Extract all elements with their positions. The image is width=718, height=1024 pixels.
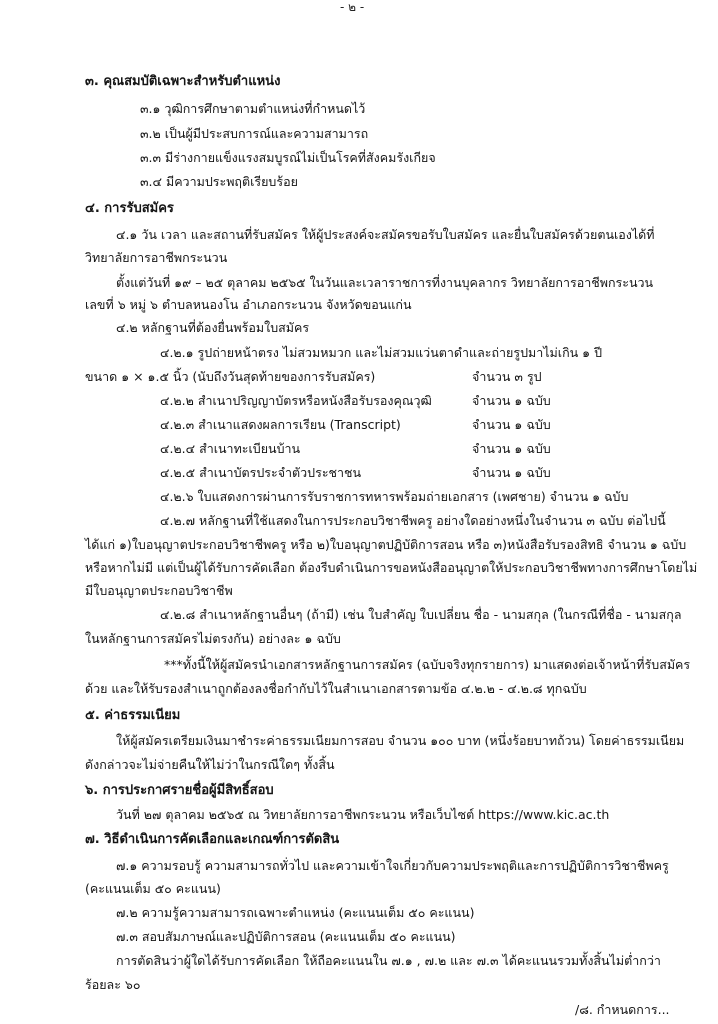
s5-line-1: ให้ผู้สมัครเตรียมเงินมาชำระค่าธรรมเนียมการสอบ จำนวน ๑๐๐ บาท (หนึ่งร้อยบาทถ้วน) โดยค่าธรรมเนียม xyxy=(116,733,685,748)
doc-row-label: ๔.๒.๔ สำเนาทะเบียนบ้าน xyxy=(160,441,301,456)
s7-1-line-1: ๗.๑ ความรอบรู้ ความสามารถทั่วไป และความเข้าใจเกี่ยวกับความประพฤติและการปฏิบัติการวิชาชีพครู xyxy=(116,858,669,873)
doc-row-qty: จำนวน ๑ ฉบับ xyxy=(472,441,551,456)
s4-2-1-line-1: ๔.๒.๑ รูปถ่ายหน้าตรง ไม่สวมหมวก และไม่สวมแว่นตาดำและถ่ายรูปมาไม่เกิน ๑ ปี xyxy=(160,345,602,360)
s4-1-line-2: วิทยาลัยการอาชีพกระนวน xyxy=(85,250,228,265)
s5-line-2: ดังกล่าวจะไม่จ่ายคืนให้ไม่ว่าในกรณีใดๆ ทั้งสิ้น xyxy=(85,757,335,772)
s7-3: ๗.๓ สอบสัมภาษณ์และปฏิบัติการสอน (คะแนนเต็ม ๕๐ คะแนน) xyxy=(116,929,456,944)
s4-2-8-line-2: ในหลักฐานการสมัครไม่ตรงกัน) อย่างละ ๑ ฉบับ xyxy=(85,631,341,646)
doc-row-qty: จำนวน ๑ ฉบับ xyxy=(472,393,551,408)
section-5-heading: ๕. ค่าธรรมเนียม xyxy=(85,708,181,723)
s3-item-4: ๓.๔ มีความประพฤติเรียบร้อย xyxy=(140,174,298,189)
section-3-heading: ๓. คุณสมบัติเฉพาะสำหรับตำแหน่ง xyxy=(85,74,281,89)
doc-row-label: ๔.๒.๒ สำเนาปริญญาบัตรหรือหนังสือรับรองคุณวุฒิ xyxy=(160,393,432,408)
s4-note-line-2: ด้วย และให้รับรองสำเนาถูกต้องลงชื่อกำกับไว้ในสำเนาเอกสารตามข้อ ๔.๒.๒ - ๔.๒.๘ ทุกฉบับ xyxy=(85,681,587,696)
doc-row-label: ๔.๒.๕ สำเนาบัตรประจำตัวประชาชน xyxy=(160,465,362,480)
s4-1-line-1: ๔.๑ วัน เวลา และสถานที่รับสมัคร ให้ผู้ประสงค์จะสมัครขอรับใบสมัคร และยื่นใบสมัครด้วยตนเองได้ที่ xyxy=(116,227,655,242)
s3-item-3: ๓.๓ มีร่างกายแข็งแรงสมบูรณ์ไม่เป็นโรคที่สังคมรังเกียจ xyxy=(140,150,436,165)
s4-2-8-line-1: ๔.๒.๘ สำเนาหลักฐานอื่นๆ (ถ้ามี) เช่น ใบสำคัญ ใบเปลี่ยน ชื่อ - นามสกุล (ในกรณีที่ชื่อ - นามสกุล xyxy=(160,607,682,622)
s4-period-line-1: ตั้งแต่วันที่ ๑๙ – ๒๕ ตุลาคม ๒๕๖๕ ในวันและเวลาราชการที่งานบุคลากร วิทยาลัยการอาชีพกระนวน xyxy=(116,275,654,290)
s4-2-7-line-3: หรือหากไม่มี แต่เป็นผู้ได้รับการคัดเลือก ต้องรีบดำเนินการขอหนังสืออนุญาตให้ประกอบวิชาชีพทางการศึกษาโดยไม่ xyxy=(85,560,698,575)
doc-row-label: ๔.๒.๓ สำเนาแสดงผลการเรียน (Transcript) xyxy=(160,417,401,432)
section-6-heading: ๖. การประกาศรายชื่อผู้มีสิทธิ์สอบ xyxy=(85,783,274,798)
s6-line: วันที่ ๒๗ ตุลาคม ๒๕๖๕ ณ วิทยาลัยการอาชีพกระนวน หรือเว็บไซต์ https://www.kic.ac.th xyxy=(116,807,610,822)
section-7-heading: ๗. วิธีดำเนินการคัดเลือกและเกณฑ์การตัดสิน xyxy=(85,832,340,847)
s4-2-1-qty: จำนวน ๓ รูป xyxy=(472,369,542,384)
s4-note-line-1: ***ทั้งนี้ให้ผู้สมัครนำเอกสารหลักฐานการสมัคร (ฉบับจริงทุกรายการ) มาแสดงต่อเจ้าหน้าที่รับสมัคร xyxy=(164,657,691,672)
s4-2-6-military: ๔.๒.๖ ใบแสดงการผ่านการรับราชการทหารพร้อมถ่ายเอกสาร (เพศชาย) จำนวน ๑ ฉบับ xyxy=(160,489,629,504)
doc-row-qty: จำนวน ๑ ฉบับ xyxy=(472,417,551,432)
s4-period-line-2: เลขที่ ๖ หมู่ ๖ ตำบลหนองโน อำเภอกระนวน จังหวัดขอนแก่น xyxy=(85,297,412,312)
continuation-note: /๘. กำหนดการ... xyxy=(575,1002,670,1017)
s7-decision-line-2: ร้อยละ ๖๐ xyxy=(85,977,141,992)
s7-decision-line-1: การตัดสินว่าผู้ใดได้รับการคัดเลือก ให้ถือคะแนนใน ๗.๑ , ๗.๒ และ ๗.๓ ได้คะแนนรวมทั้งสิ้นไม่ต่ำกว่า xyxy=(116,953,661,968)
page-number: - ๒ - xyxy=(340,0,365,14)
doc-row-qty: จำนวน ๑ ฉบับ xyxy=(472,465,551,480)
s4-2-7-line-2: ได้แก่ ๑)ใบอนุญาตประกอบวิชาชีพครู หรือ ๒)ใบอนุญาตปฏิบัติการสอน หรือ ๓)หนังสือรับรองสิทธิ จำนวน ๑ ฉบับ xyxy=(85,537,687,552)
s3-item-1: ๓.๑ วุฒิการศึกษาตามตำแหน่งที่กำหนดไว้ xyxy=(140,101,366,116)
s4-2-heading: ๔.๒ หลักฐานที่ต้องยื่นพร้อมใบสมัคร xyxy=(116,320,310,335)
s4-2-7-line-4: มีใบอนุญาตประกอบวิชาชีพ xyxy=(85,583,233,598)
s7-1-line-2: (คะแนนเต็ม ๕๐ คะแนน) xyxy=(85,881,221,896)
s3-item-2: ๓.๒ เป็นผู้มีประสบการณ์และความสามารถ xyxy=(140,126,369,141)
s4-2-1-line-2: ขนาด ๑ × ๑.๕ นิ้ว (นับถึงวันสุดท้ายของการรับสมัคร) xyxy=(85,369,376,384)
section-4-heading: ๔. การรับสมัคร xyxy=(85,201,174,216)
s4-2-7-line-1: ๔.๒.๗ หลักฐานที่ใช้แสดงในการประกอบวิชาชีพครู อย่างใดอย่างหนึ่งในจำนวน ๓ ฉบับ ต่อไปนี้ xyxy=(160,513,666,528)
s7-2: ๗.๒ ความรู้ความสามารถเฉพาะตำแหน่ง (คะแนนเต็ม ๕๐ คะแนน) xyxy=(116,905,475,920)
